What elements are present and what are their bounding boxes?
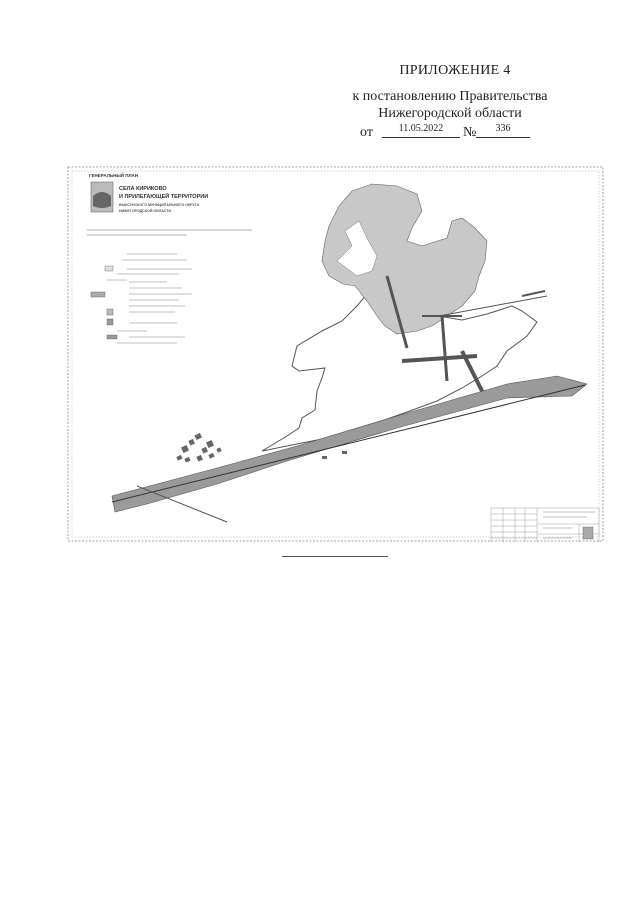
appendix-title: ПРИЛОЖЕНИЕ 4 <box>399 63 511 78</box>
footer-separator <box>282 556 388 557</box>
plan-title-line1: СЕЛА КИРИКОВО <box>119 186 167 192</box>
map-legend <box>91 254 192 343</box>
road-centerline <box>112 385 585 502</box>
date-number-line <box>360 123 600 143</box>
coat-of-arms-emblem <box>93 192 111 208</box>
date-value: 11.05.2022 <box>382 123 460 138</box>
resolution-reference-line1: к постановлению Правительства <box>352 89 548 104</box>
plan-subtitle-line1: ВЫКСУНСКОГО МУНИЦИПАЛЬНОГО ОКРУГА <box>119 203 200 207</box>
plan-subtitle-line2: НИЖЕГОРОДСКОЙ ОБЛАСТИ <box>119 209 172 213</box>
plan-stamp-label: ГЕНЕРАЛЬНЫЙ ПЛАН <box>89 173 139 178</box>
date-prefix: от <box>360 125 373 140</box>
number-prefix: № <box>463 125 477 140</box>
plan-note-lines <box>87 230 252 235</box>
general-plan-map <box>67 166 604 542</box>
resolution-reference-line2: Нижегородской области <box>378 106 522 121</box>
plan-title-line2: И ПРИЛЕГАЮЩЕЙ ТЕРРИТОРИИ <box>119 194 209 200</box>
main-road-corridor <box>112 376 587 512</box>
number-value: 336 <box>476 123 530 138</box>
